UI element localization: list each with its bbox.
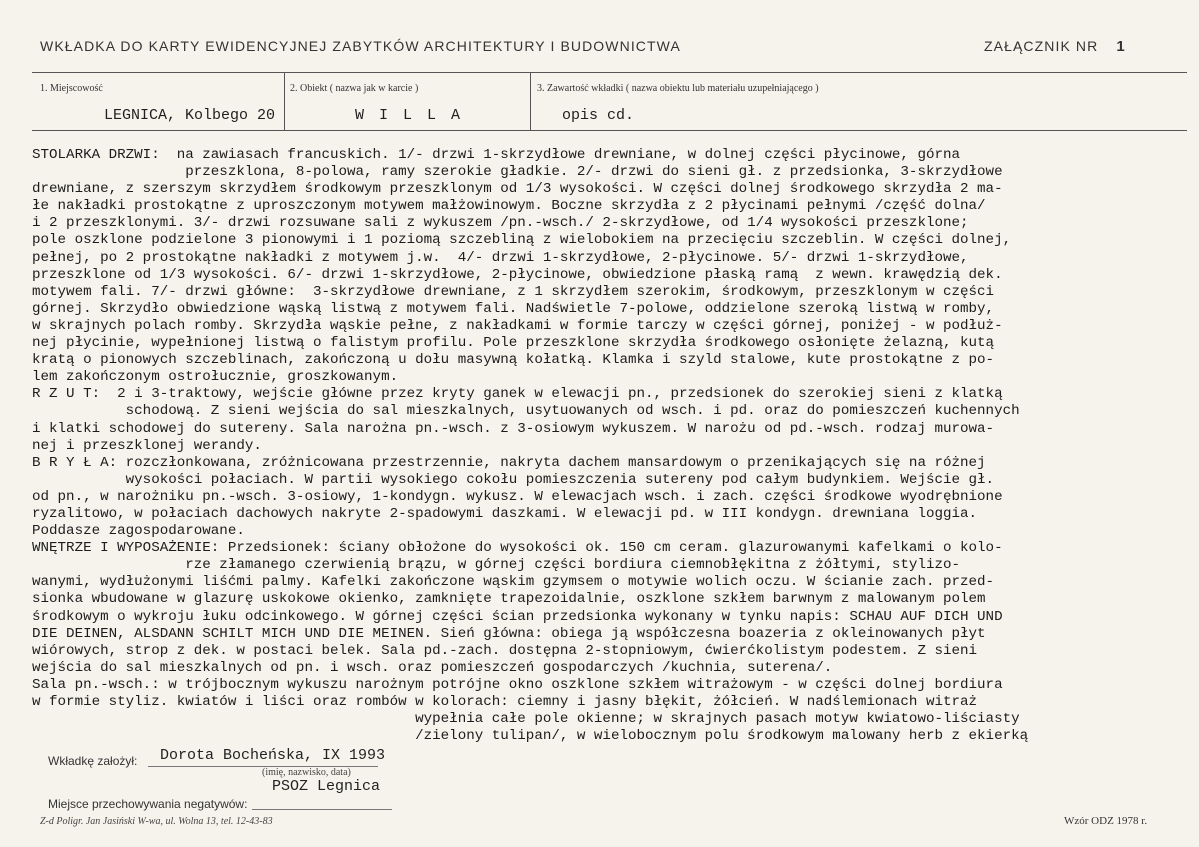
body-line: w formie styliz. kwiatów i liści oraz rombów w kolorach: ciemny i jasny błękit, żółcień. W nadślemionach witraż (32, 694, 978, 710)
body-line: kratą o pionowych szczeblinach, zakończoną u dołu masywną kołatką. Klamka i szyld stalowe, kute prostokątne z po- (32, 352, 995, 369)
field-2-label: 2. Obiekt ( nazwa jak w karcie ) (290, 83, 419, 94)
body-line: od pn., w narożniku pn.-wsch. 3-osiowy, 1-kondygn. wykusz. W elewacjach wsch. i zach. części środkowe wyodrębnione (32, 488, 1003, 505)
body-line: pełnej, po 2 prostokątne nakładki z motywem j.w. 4/- drzwi 1-skrzydłowe, 2-płycinowe. 5/- drzwi 1-skrzydłowe, (32, 249, 969, 266)
body-line: STOLARKA DRZWI: na zawiasach francuskich. 1/- drzwi 1-skrzydłowe drewniane, w dolnej części płycinowe, górna (32, 147, 961, 163)
body-line: wejścia do sal mieszkalnych od pn. i wsch. oraz pomieszczeń gospodarczych /kuchnia, suterena/. (32, 659, 833, 676)
body-line: wiórowych, strop z dek. w postaci belek. Sala pd.-zach. dostępna 2-stopniowym, ćwierćkolistym podestem. Z sieni (32, 642, 978, 659)
body-line: przeszklona, 8-polowa, ramy szerokie gładkie. 2/- drzwi do sieni gł. z przedsionka, 3-skrzydłowe (32, 164, 1003, 181)
body-line: łe nakładki prostokątne z uproszczonym motywem małżowinowym. Boczne skrzydła z 2 płycinami pełnymi /część dolna/ (32, 198, 986, 215)
form-title: WKŁADKA DO KARTY EWIDENCYJNEJ ZABYTKÓW ARCHITEKTURY I BUDOWNICTWA (40, 38, 681, 54)
printer-imprint: Z-d Poligr. Jan Jasiński W-wa, ul. Wolna 13, tel. 12-43-83 (40, 816, 273, 827)
body-line: przeszklone od 1/3 wysokości. 6/- drzwi 1-skrzydłowe, 2-płycinowe, obwiedzione płaską ramą z wewn. krawędzią dek. (32, 266, 1003, 283)
field-divider-2 (530, 72, 531, 131)
body-line: wanymi, wydłużonymi liśćmi palmy. Kafelki zakończone wąskim gzymsem o motywie wolich oczu. W ścianie zach. przed- (32, 574, 995, 591)
field-3-value: opis cd. (562, 107, 635, 124)
body-line: i klatki schodowej do sutereny. Sala narożna pn.-wsch. z 3-osiowym wykuszem. W narożu od pd.-wsch. rodzaj murowa- (32, 420, 995, 437)
attachment-heading (984, 38, 1126, 55)
body-line: drewniane, z szerszym skrzydłem środkowym przeszklonym od 1/3 wysokości. W części dolnej środkowego skrzydła 2 ma- (32, 181, 1003, 198)
field-1-label: 1. Miejscowość (40, 83, 103, 94)
body-line: Poddasze zagospodarowane. (32, 523, 245, 540)
body-line: B R Y Ł A: rozczłonkowana, zróżnicowana przestrzennie, nakryta dachem mansardowym o przenikających się na różnej (32, 454, 986, 471)
body-line: wypełnia całe pole okienne; w skrajnych pasach motyw kwiatowo-liściasty (32, 711, 1020, 728)
attachment-number: 1 (1116, 38, 1126, 55)
body-line: wysokości połaciach. W partii wysokiego cokołu pomieszczenia sutereny pod całym budynkiem. Wejście gł. (32, 471, 995, 488)
field-2-value: W I L L A (355, 107, 464, 124)
body-line: WNĘTRZE I WYPOSAŻENIE: Przedsionek: ściany obłożone do wysokości ok. 150 cm ceram. glazurowanymi kafelkami o kolo- (32, 540, 1003, 557)
body-line: schodową. Z sieni wejścia do sal mieszkalnych, usytuowanych od wsch. i pd. oraz do pomieszczeń kuchennych (32, 403, 1020, 420)
body-line: R Z U T: 2 i 3-traktowy, wejście główne przez kryty ganek w elewacji pn., przedsionek do szerokiej sieni z klatką (32, 386, 1003, 403)
body-line: nej i przeszklonej werandy. (32, 437, 262, 454)
negatives-line (252, 809, 392, 810)
field-3-label: 3. Zawartość wkładki ( nazwa obiektu lub materiału uzupełniającego ) (537, 83, 819, 94)
body-line: i 2 przeszklonymi. 3/- drzwi rozsuwane sali z wykuszem /pn.-wsch./ 2-skrzydłowe, od 1/4 wysokości przeszklone; (32, 215, 969, 232)
form-model: Wzór ODZ 1978 r. (1064, 815, 1148, 827)
body-line: DIE DEINEN, ALSDANN SCHILT MICH UND DIE MEINEN. Sień główna: obiega ją współczesna boazeria z okleinowanych płyt (32, 625, 986, 642)
institution-name: PSOZ Legnica (272, 778, 381, 795)
negatives-label: Miejsce przechowywania negatywów: (48, 797, 248, 811)
attachment-label: ZAŁĄCZNIK NR (984, 38, 1099, 54)
body-line: rze złamanego czerwienią brązu, w górnej części bordiura ciemnobłękitna z żółtymi, stylizo- (32, 557, 961, 574)
body-line: pole oszklone podzielone 3 pionowymi i 1 poziomą szczebliną z wielobokiem na przecięciu szczeblin. W części dolnej, (32, 232, 1012, 249)
body-line: sionka wbudowane w glazurę uskokowe okienko, zamknięte trapezoidalnie, oszklone szkłem barwnym z malowanym polem (32, 591, 986, 608)
field-divider-1 (284, 72, 285, 131)
description-body (32, 147, 1187, 745)
body-line: lem zakończonym ostrołucznie, groszkowanym. (32, 369, 399, 386)
body-line: górnej. Skrzydło obwiedzione wąską listwą z motywem fali. Nadświetle 7-polowe, oddzielone szeroką listwą w romby, (32, 300, 995, 317)
fields-bottom-rule (32, 130, 1187, 131)
body-line: środkowym o wykroju łuku odcinkowego. W górnej części ścian przedsionka wykonany w tynku napis: SCHAU AUF DICH UND (32, 608, 1003, 625)
body-line: /zielony tulipan/, w wielobocznym polu środkowym malowany herb z ekierką (32, 728, 1029, 745)
body-line: ryzalitowo, w połaciach dachowych nakryte 2-spadowymi daszkami. W elewacji pd. w III kondygn. drewniana loggia. (32, 505, 978, 522)
body-line: nej płycinie, wypełnionej listwą o falistym profilu. Pole przeszklone skrzydła środkowego osłonięte żelazną, kutą (32, 335, 995, 352)
body-line: w skrajnych polach romby. Skrzydła wąskie pełne, z nakładkami w formie tarczy w części górnej, poniżej - w podłuż- (32, 317, 1003, 334)
created-by-label: Wkładkę założył: (48, 754, 138, 768)
body-line: Sala pn.-wsch.: w trójbocznym wykuszu narożnym potrójne okno oszklone szkłem witrażowym - w części dolnej bordiura (32, 676, 1003, 693)
top-rule (32, 72, 1187, 73)
created-by-caption: (imię, nazwisko, data) (262, 767, 351, 778)
body-line: motywem fali. 7/- drzwi główne: 3-skrzydłowe drewniane, z 1 skrzydłem szerokim, środkowym, przeszklonym w części (32, 283, 995, 300)
field-1-value: LEGNICA, Kolbego 20 (104, 107, 276, 124)
created-by-value: Dorota Bocheńska, IX 1993 (160, 747, 386, 764)
